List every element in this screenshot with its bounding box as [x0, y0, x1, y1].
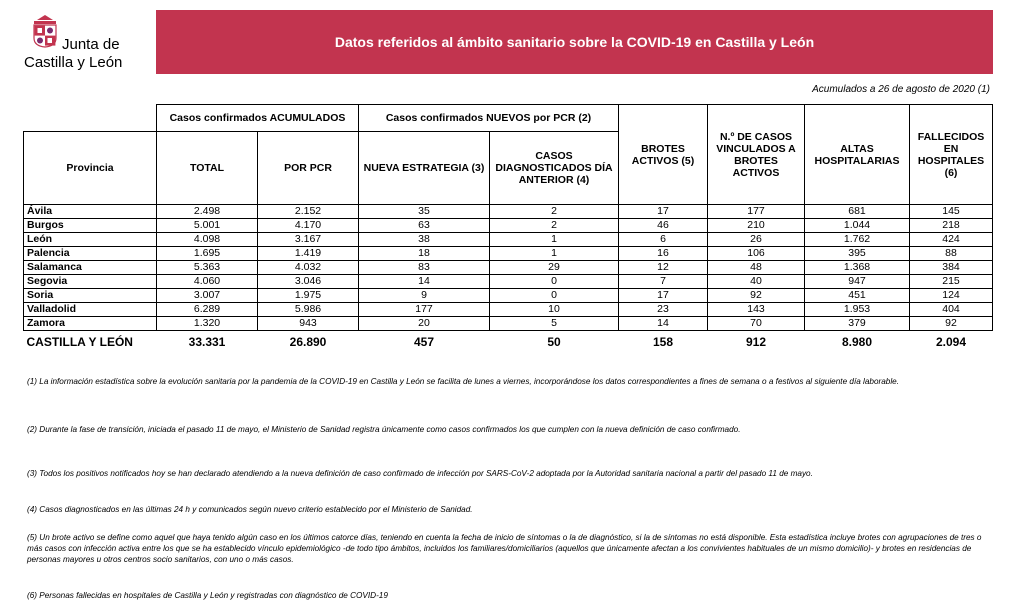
value-cell: 3.007	[157, 289, 258, 303]
header-acumulados: Casos confirmados ACUMULADOS	[157, 105, 359, 132]
value-cell: 1.044	[805, 219, 910, 233]
value-cell: 9	[359, 289, 490, 303]
value-cell: 215	[910, 275, 993, 289]
value-cell: 2.152	[258, 205, 359, 219]
table-row	[24, 317, 993, 331]
logo-line2: Castilla y León	[24, 54, 123, 71]
value-cell: 14	[359, 275, 490, 289]
value-cell: 4.060	[157, 275, 258, 289]
value-cell: 681	[805, 205, 910, 219]
total-value: 33.331	[188, 334, 226, 349]
footnote-2: (2) Durante la fase de transición, iniciada el pasado 11 de mayo, el Ministerio de Sanidad registra únicamente como casos confirmados los que cumplen con la nueva definición de caso confirmado.	[27, 425, 741, 434]
covid-table	[23, 104, 993, 353]
value-cell: 4.032	[258, 261, 359, 275]
value-cell: 218	[910, 219, 993, 233]
table-row	[24, 233, 993, 247]
province-cell: Palencia	[24, 247, 157, 261]
value-cell: 2	[490, 219, 619, 233]
value-cell: 106	[708, 247, 805, 261]
value-cell: 16	[619, 247, 708, 261]
header-casos-diag: CASOS DIAGNOSTICADOS DÍA ANTERIOR (4)	[490, 132, 619, 205]
table-row	[24, 205, 993, 219]
total-value: 26.890	[289, 334, 327, 349]
value-cell: 4.098	[157, 233, 258, 247]
value-cell: 26	[708, 233, 805, 247]
value-cell: 83	[359, 261, 490, 275]
value-cell: 38	[359, 233, 490, 247]
banner-title: Datos referidos al ámbito sanitario sobre la COVID-19 en Castilla y León	[156, 10, 993, 74]
table-body	[24, 205, 993, 354]
value-cell: 2	[490, 205, 619, 219]
value-cell: 1.975	[258, 289, 359, 303]
value-cell: 384	[910, 261, 993, 275]
province-cell: Salamanca	[24, 261, 157, 275]
header-brotes: BROTES ACTIVOS (5)	[619, 105, 708, 205]
header-nuevos: Casos confirmados NUEVOS por PCR (2)	[359, 105, 619, 132]
value-cell: 48	[708, 261, 805, 275]
blank-header	[24, 105, 157, 132]
province-cell: Burgos	[24, 219, 157, 233]
value-cell: 177	[359, 303, 490, 317]
value-cell: 1.953	[805, 303, 910, 317]
value-cell: 70	[708, 317, 805, 331]
value-cell: 0	[490, 275, 619, 289]
value-cell: 1	[490, 233, 619, 247]
header-total: TOTAL	[157, 132, 258, 205]
value-cell: 1	[490, 247, 619, 261]
value-cell: 5.986	[258, 303, 359, 317]
total-value: 50	[547, 334, 561, 349]
value-cell: 210	[708, 219, 805, 233]
footnote-1: (1) La información estadística sobre la evolución sanitaria por la pandemia de la COVID-19 en Castilla y León se facilita de lunes a viernes, incorporándose los datos correspondientes a fines de semana o a festivos al siguiente día laborable.	[27, 377, 900, 386]
total-value: 457	[413, 334, 435, 349]
date-note: Acumulados a 26 de agosto de 2020 (1)	[812, 84, 990, 95]
table-row	[24, 289, 993, 303]
province-cell: Valladolid	[24, 303, 157, 317]
table-row	[24, 247, 993, 261]
table-row	[24, 275, 993, 289]
value-cell: 943	[258, 317, 359, 331]
value-cell: 3.046	[258, 275, 359, 289]
value-cell: 1.320	[157, 317, 258, 331]
total-value: 8.980	[841, 334, 873, 349]
province-cell: León	[24, 233, 157, 247]
value-cell: 35	[359, 205, 490, 219]
value-cell: 177	[708, 205, 805, 219]
header-por-pcr: POR PCR	[258, 132, 359, 205]
total-row	[24, 331, 993, 354]
value-cell: 5	[490, 317, 619, 331]
province-cell: Soria	[24, 289, 157, 303]
total-value: 158	[652, 334, 674, 349]
coat-of-arms-icon	[32, 14, 58, 48]
value-cell: 17	[619, 289, 708, 303]
table-row	[24, 261, 993, 275]
value-cell: 6	[619, 233, 708, 247]
value-cell: 88	[910, 247, 993, 261]
value-cell: 3.167	[258, 233, 359, 247]
value-cell: 1.762	[805, 233, 910, 247]
value-cell: 63	[359, 219, 490, 233]
total-label: CASTILLA Y LEÓN	[26, 334, 133, 349]
value-cell: 20	[359, 317, 490, 331]
value-cell: 0	[490, 289, 619, 303]
value-cell: 12	[619, 261, 708, 275]
table-row	[24, 219, 993, 233]
value-cell: 40	[708, 275, 805, 289]
footnote-3: (3) Todos los positivos notificados hoy se han declarado atendiendo a la nueva definición de caso confirmado de infección por SARS-CoV-2 adoptada por la Autoridad sanitaria nacional a partir del pasado 11 de mayo.	[27, 469, 813, 478]
value-cell: 2.498	[157, 205, 258, 219]
value-cell: 1.419	[258, 247, 359, 261]
value-cell: 7	[619, 275, 708, 289]
value-cell: 4.170	[258, 219, 359, 233]
value-cell: 10	[490, 303, 619, 317]
footnote-4: (4) Casos diagnosticados en las últimas 24 h y comunicados según nuevo criterio establecido por el Ministerio de Sanidad.	[27, 505, 473, 514]
footnote-6: (6) Personas fallecidas en hospitales de Castilla y León y registradas con diagnóstico de COVID-19	[27, 591, 388, 600]
header-fallecidos: FALLECIDOS EN HOSPITALES (6)	[910, 105, 993, 205]
value-cell: 379	[805, 317, 910, 331]
value-cell: 92	[708, 289, 805, 303]
header-provincia: Provincia	[24, 132, 157, 205]
value-cell: 6.289	[157, 303, 258, 317]
province-cell: Zamora	[24, 317, 157, 331]
header-altas: ALTAS HOSPITALARIAS	[805, 105, 910, 205]
value-cell: 18	[359, 247, 490, 261]
value-cell: 46	[619, 219, 708, 233]
value-cell: 451	[805, 289, 910, 303]
header-vinculados: N.º DE CASOS VINCULADOS A BROTES ACTIVOS	[708, 105, 805, 205]
value-cell: 143	[708, 303, 805, 317]
value-cell: 145	[910, 205, 993, 219]
logo-line1: Junta de	[62, 36, 120, 53]
value-cell: 404	[910, 303, 993, 317]
value-cell: 5.001	[157, 219, 258, 233]
value-cell: 947	[805, 275, 910, 289]
total-value: 2.094	[935, 334, 967, 349]
logo	[24, 14, 134, 74]
header-nueva-estrategia: NUEVA ESTRATEGIA (3)	[359, 132, 490, 205]
value-cell: 92	[910, 317, 993, 331]
province-cell: Ávila	[24, 205, 157, 219]
value-cell: 14	[619, 317, 708, 331]
value-cell: 1.368	[805, 261, 910, 275]
table-row	[24, 303, 993, 317]
value-cell: 29	[490, 261, 619, 275]
value-cell: 23	[619, 303, 708, 317]
footnote-5: (5) Un brote activo se define como aquel que haya tenido algún caso en los últimos catorce días, teniendo en cuenta la fecha de inicio de síntomas o la de diagnóstico, si la de síntomas no está disponible. Esta estadística incluye brotes con agrupaciones de tres o más casos con infección activa entre los que se ha establecido vínculo epidemiológico -de todo tipo ámbitos, incluidos los familiares/domiciliarios (aquellos que únicamente afectan a los convivientes habituales de un mismo domicilio)- y brotes en residencias de personas mayores u otros centros socio sanitarios, con uno o más casos.	[27, 533, 982, 564]
value-cell: 5.363	[157, 261, 258, 275]
value-cell: 424	[910, 233, 993, 247]
value-cell: 124	[910, 289, 993, 303]
province-cell: Segovia	[24, 275, 157, 289]
value-cell: 1.695	[157, 247, 258, 261]
value-cell: 395	[805, 247, 910, 261]
value-cell: 17	[619, 205, 708, 219]
total-value: 912	[745, 334, 767, 349]
